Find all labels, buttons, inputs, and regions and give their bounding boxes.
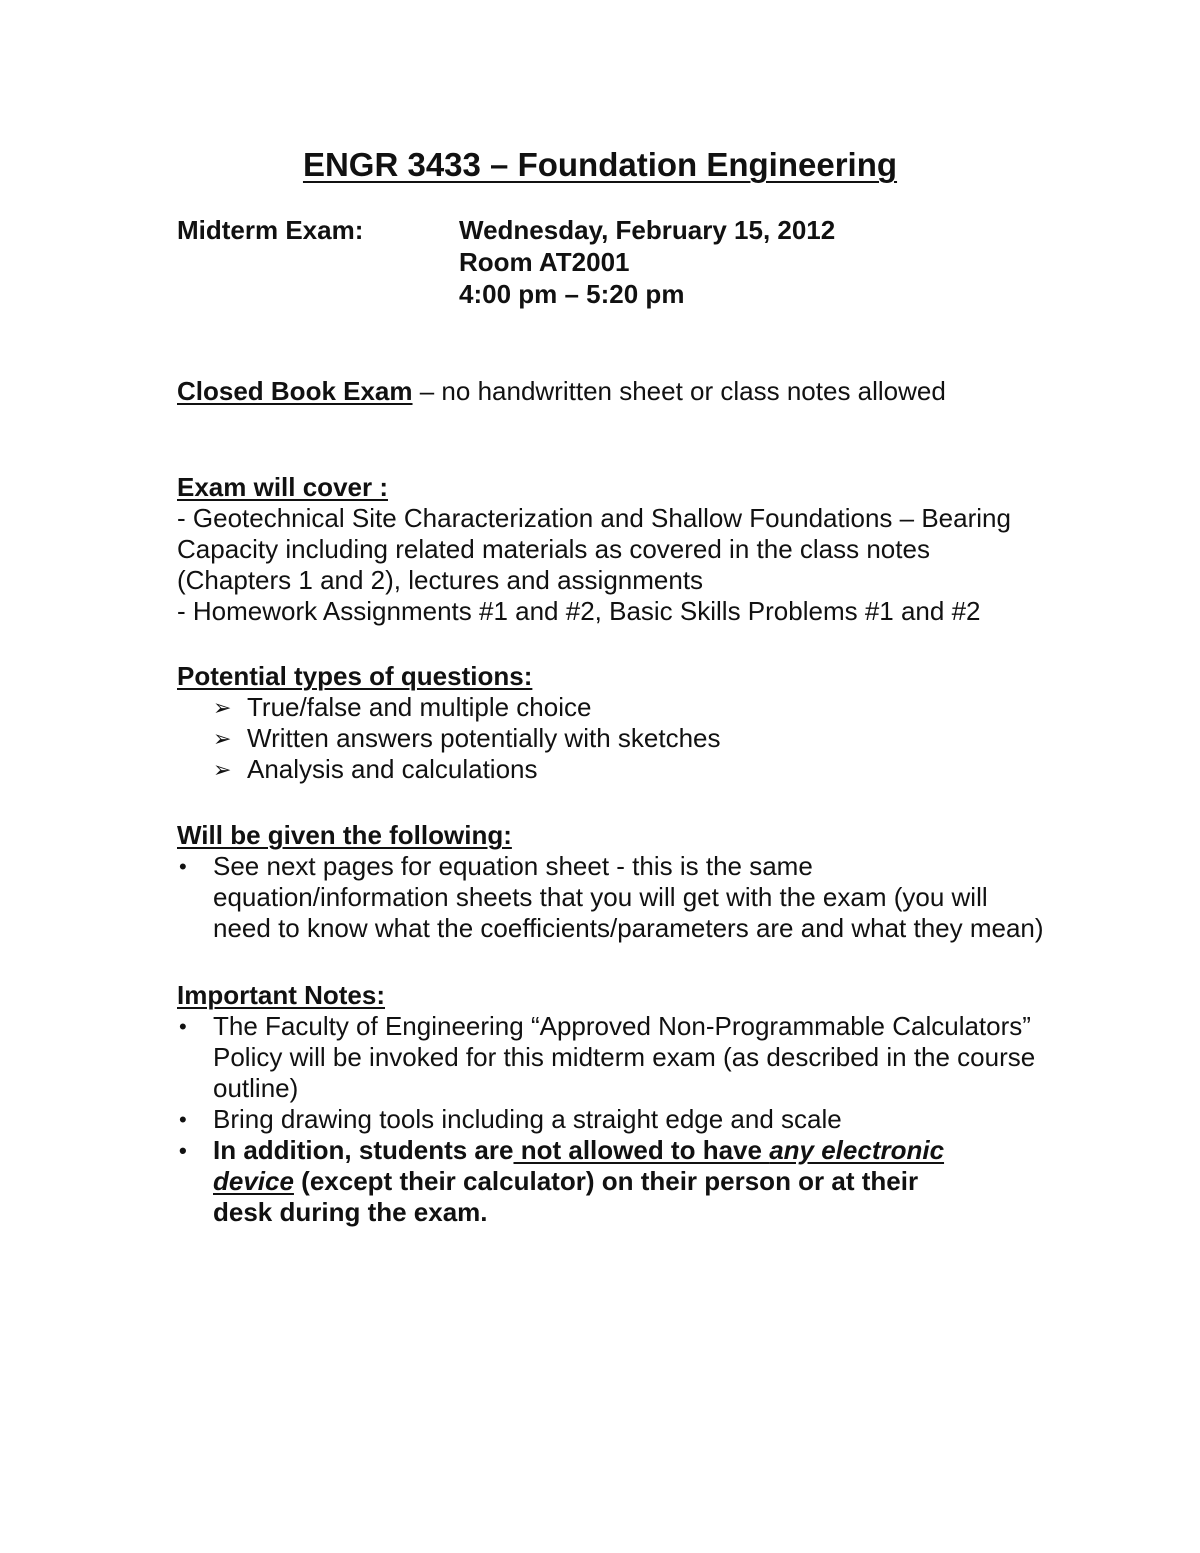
- notes-heading: Important Notes:: [177, 980, 385, 1010]
- bullet-icon: •: [179, 1014, 187, 1039]
- cover-line: - Geotechnical Site Characterization and Shallow Foundations – Bearing: [177, 503, 1011, 533]
- notes-section: [177, 980, 1117, 1228]
- exam-cover-heading: Exam will cover :: [177, 472, 388, 502]
- arrow-bullet-icon: ➢: [213, 695, 232, 720]
- page-title: ENGR 3433 – Foundation Engineering: [302, 146, 898, 183]
- bullet-icon: •: [179, 854, 187, 879]
- closed-book-section: [177, 376, 1117, 407]
- exam-date: Wednesday, February 15, 2012: [459, 215, 836, 245]
- question-types-list: [177, 692, 1117, 785]
- exam-label: Midterm Exam:: [177, 215, 364, 245]
- list-item: • Bring drawing tools including a straight edge and scale: [179, 1104, 842, 1134]
- question-types-section: [177, 661, 1117, 785]
- given-heading: Will be given the following:: [177, 820, 512, 850]
- cover-line: - Homework Assignments #1 and #2, Basic Skills Problems #1 and #2: [177, 596, 981, 626]
- cover-line: (Chapters 1 and 2), lectures and assignments: [177, 565, 704, 595]
- list-item: ➢ Analysis and calculations: [213, 754, 538, 784]
- notes-list: [177, 1011, 1117, 1228]
- exam-time: 4:00 pm – 5:20 pm: [459, 279, 685, 309]
- exam-cover-section: [177, 472, 1117, 627]
- arrow-bullet-icon: ➢: [213, 726, 232, 751]
- arrow-bullet-icon: ➢: [213, 757, 232, 782]
- bullet-icon: •: [179, 1138, 187, 1163]
- exam-details: [459, 215, 835, 311]
- list-item: • See next pages for equation sheet - this is the same equation/information sheets that you will get with the exam (you will need to know what the coefficients/parameters are and what they mean): [179, 851, 1044, 943]
- given-list: [177, 851, 1117, 944]
- exam-room: Room AT2001: [459, 247, 630, 277]
- list-item: • The Faculty of Engineering “Approved Non-Programmable Calculators” Policy will be invoked for this midterm exam (as described in the course outline): [179, 1011, 1036, 1103]
- cover-line: Capacity including related materials as covered in the class notes: [177, 534, 930, 564]
- bullet-icon: •: [179, 1107, 187, 1132]
- list-item: • In addition, students are not allowed to have any electronic device (except their calculator) on their person or at their desk during the exam.: [179, 1135, 945, 1227]
- given-section: [177, 820, 1117, 944]
- list-item: ➢ Written answers potentially with sketches: [213, 723, 721, 753]
- closed-book-heading: Closed Book Exam: [177, 376, 413, 406]
- closed-book-text: – no handwritten sheet or class notes allowed: [412, 376, 946, 406]
- question-types-heading: Potential types of questions:: [177, 661, 533, 691]
- list-item: ➢ True/false and multiple choice: [213, 692, 592, 722]
